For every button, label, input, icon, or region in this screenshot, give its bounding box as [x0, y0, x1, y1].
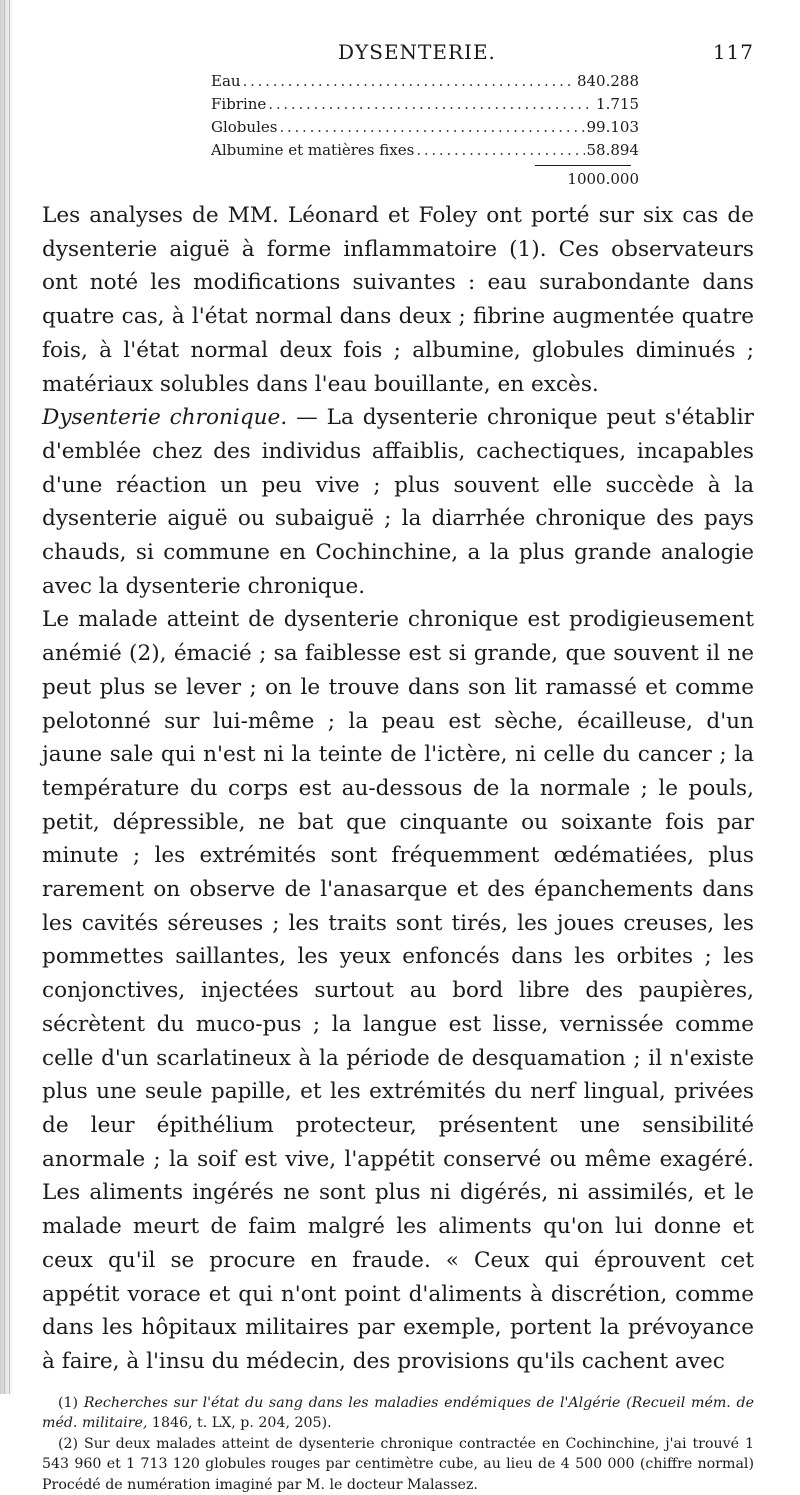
table-row [211, 139, 639, 162]
leader-dots [416, 139, 584, 162]
paragraph-patient-description: Le malade atteint de dysenterie chronique est prodigieusement anémié (2), émacié ; sa faiblesse est si grande, que souvent il ne peut plus se lever ; on le trouve dans son lit ramassé et comme pelotonné sur lui-même ; la peau est sèche, écailleuse, d'un jaune sale qui n'est ni la teinte de l'ictère, ni celle du cancer ; la température du corps est au-dessous de la normale ; le pouls, petit, dépressible, ne bat que cinquante ou soixante fois par minute ; les extrémités sont fréquemment œdématiées, plus rarement on observe de l'anasarque et des épanchements dans les cavités séreuses ; les traits sont tirés, les joues creuses, les pommettes saillantes, les yeux enfoncés dans les orbites ; les conjonctives, injectées surtout au bord libre des paupières, sécrètent du muco-pus ; la langue est lisse, vernissée comme celle d'un scarlatineux à la période de desquamation ; il n'existe plus une seule papille, et les extrémités du nerf lingual, privées de leur épithélium protecteur, présentent une sensibilité anormale ; la soif est vive, l'appétit conservé ou même exagéré. Les aliments ingérés ne sont plus ni digérés, ni assimilés, et le malade meurt de faim malgré les aliments qu'on lui donne et ceux qu'il se procure en fraude. « Ceux qui éprouvent cet appétit vorace et qui n'ont point d'aliments à discrétion, comme dans les hôpitaux militaires par exemple, portent la prévoyance à faire, à l'insu du médecin, des provisions qu'ils cachent avec [42, 607, 754, 1374]
binding-line [4, 0, 5, 1394]
table-total: 1000.000 [567, 170, 639, 188]
table-row [211, 93, 639, 116]
paragraph-chronic-dysentery [42, 401, 754, 603]
footnotes [42, 1393, 754, 1495]
table-row [211, 70, 639, 93]
row-label: Fibrine [211, 95, 267, 113]
row-value: 1.715 [596, 95, 639, 113]
leader-dots [279, 116, 584, 139]
footnote-2: (2) Sur deux malades atteint de dysenterie chronique contractée en Cochinchine, j'ai trouvé 1 543 960 et 1 713 120 globules rouges par centimètre cube, au lieu de 4 500 000 (chiffre normal) Procédé de numération imaginé par M. le docteur Malassez. [42, 1435, 754, 1493]
binding-line [9, 0, 10, 1394]
footnote-number: (1) [58, 1394, 84, 1411]
table-row [211, 116, 639, 139]
running-head [42, 40, 754, 70]
leader-dots [243, 70, 575, 93]
footnote-1 [42, 1393, 754, 1434]
row-label: Globules [211, 118, 278, 136]
paragraph-text: — La dysenterie chronique peut s'établir d'emblée chez des individus affaiblis, cachectiques, incapables d'une réaction un peu vive ; plus souvent elle succède à la dysenterie aiguë ou subaiguë ; la diarrhée chronique des pays chauds, si commune en Cochinchine, a la plus grande analogie avec la dysenterie chronique. [42, 405, 755, 599]
row-value: 99.103 [586, 118, 639, 136]
row-label: Eau [211, 72, 241, 90]
paragraph-analyses: Les analyses de MM. Léonard et Foley ont porté sur six cas de dysenterie aiguë à forme inflammatoire (1). Ces observateurs ont noté les modifications suivantes : eau surabondante dans quatre cas, à l'état normal dans deux ; fibrine augmentée quatre fois, à l'état normal deux fois ; albumine, globules diminués ; matériaux solubles dans l'eau bouillante, en excès. [42, 203, 754, 397]
footnote-citation: Recherches sur l'état du sang dans les maladies endémiques de l'Algérie (Recueil mém. de méd. militaire, [42, 1394, 754, 1432]
footnote-text: 1846, t. LX, p. 204, 205). [147, 1415, 332, 1432]
leader-dots [268, 93, 594, 116]
row-value: 58.894 [586, 141, 639, 159]
running-title: DYSENTERIE. [338, 40, 496, 64]
row-label: Albumine et matières fixes [211, 141, 415, 159]
page-binding-edge [0, 0, 14, 1394]
row-value: 840.288 [576, 72, 639, 90]
book-page [42, 40, 754, 1495]
page-number: 117 [712, 40, 754, 64]
body-text [42, 199, 754, 1379]
section-heading: Dysenterie chronique. [42, 405, 288, 431]
blood-composition-table [211, 70, 639, 191]
